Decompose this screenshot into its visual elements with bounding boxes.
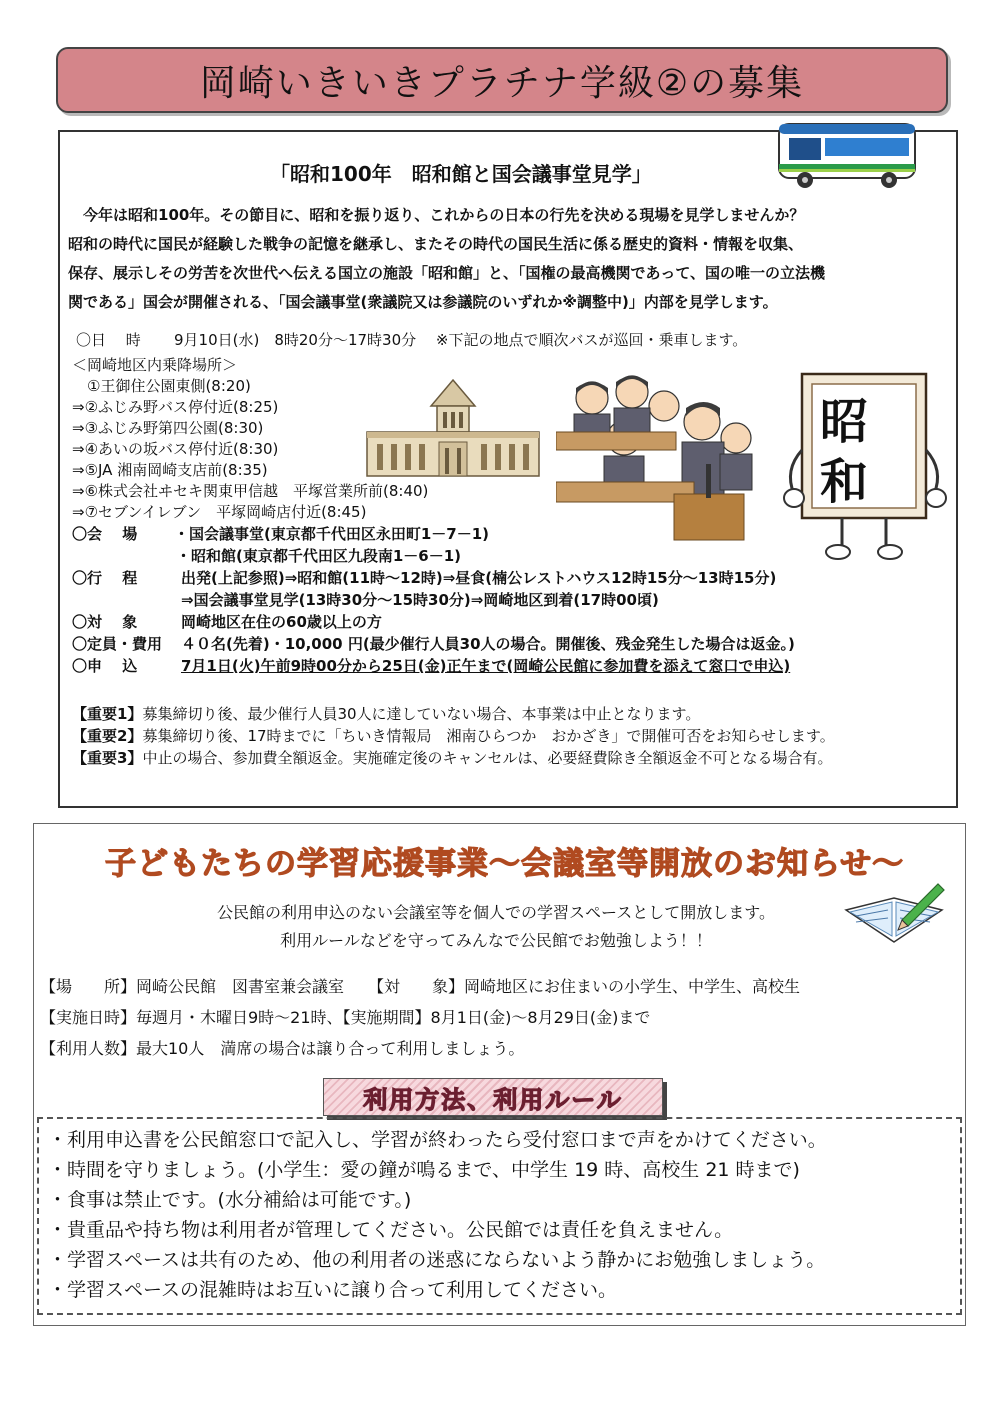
showa-sign-text xyxy=(820,392,868,512)
rule-item: ・学習スペースの混雑時はお互いに譲り合って利用してください。 xyxy=(48,1279,618,1301)
politicians-icon xyxy=(556,372,774,542)
intro-line: 保存、展示しその労苦を次世代へ伝える国立の施設「昭和館」と、「国権の最高機関であって、国の唯一の立法機 xyxy=(68,264,826,282)
venue-1: ・国会議事堂(東京都千代田区永田町1－7－1) xyxy=(174,525,490,543)
rule-item: ・貴重品や持ち物は利用者が管理してください。公民館では責任を負えません。 xyxy=(48,1219,734,1241)
target-value: 岡崎地区在住の60歳以上の方 xyxy=(181,613,382,631)
stop-item: ⇒③ふじみ野第四公園(8:30) xyxy=(72,419,264,437)
note-text: 募集締切り後、17時までに「ちいき情報局 湘南ひらつか おかざき」で開催可否をお知らせします。 xyxy=(142,727,835,745)
intro-line: 今年は昭和100年。その節目に、昭和を振り返り、これからの日本の行先を決める現場を見学しませんか？ xyxy=(68,206,805,224)
rule-item: ・学習スペースは共有のため、他の利用者の迷惑にならないよう静かにお勉強しましょう。 xyxy=(48,1249,826,1271)
stop-item: ⇒⑥株式会社ヰセキ関東甲信越 平塚営業所前(8:40) xyxy=(72,482,429,500)
sign-char: 昭 xyxy=(820,394,869,450)
study-title: 子どもたちの学習応援事業～会議室等開放のお知らせ～ xyxy=(105,846,905,882)
rule-item: ・食事は禁止です。(水分補給は可能です。) xyxy=(48,1189,412,1211)
intro-line: 昭和の時代に国民が経験した戦争の記憶を継承し、またその時代の国民生活に係る歴史的資料・情報を収集、 xyxy=(68,235,804,253)
showa-sign-mascot-icon xyxy=(772,370,968,566)
target-label: 〇対 象 xyxy=(72,613,138,631)
apply-label: 〇申 込 xyxy=(72,657,138,675)
stop-item: ⇒④あいの坂バス停付近(8:30) xyxy=(72,440,279,458)
study-info-line: 【利用人数】最大10人 満席の場合は譲り合って利用しましょう。 xyxy=(40,1039,525,1058)
capacity-label: 〇定員・費用 xyxy=(72,635,163,653)
capacity-value: ４０名(先着)・10,000 円(最少催行人員30人の場合。開催後、残金発生した場合は返金。) xyxy=(181,635,795,653)
date-label: 〇日 時 xyxy=(76,331,141,349)
bus-icon xyxy=(773,118,921,190)
important-note xyxy=(72,748,832,768)
itinerary-label: 〇行 程 xyxy=(72,569,138,587)
stop-item: ⇒②ふじみ野バス停付近(8:25) xyxy=(72,398,279,416)
event-subtitle: 「昭和100年 昭和館と国会議事堂見学」 xyxy=(270,162,652,186)
study-intro-line: 公民館の利用申込のない会議室等を個人での学習スペースとして開放します。 xyxy=(217,903,775,922)
note-text: 募集締切り後、最少催行人員30人に達していない場合、本事業は中止となります。 xyxy=(142,705,701,723)
study-info-line: 【場 所】岡崎公民館 図書室兼会議室 【対 象】岡崎地区にお住まいの小学生、中学生、高校生 xyxy=(40,977,801,996)
rule-item: ・利用申込書を公民館窓口で記入し、学習が終わったら受付窓口まで声をかけてください。 xyxy=(48,1129,827,1151)
itinerary-1: 出発(上記参照)⇒昭和館(11時～12時)⇒昼食(楠公レストハウス12時15分～13時15分) xyxy=(181,569,777,587)
intro-line: 関である」国会が開催される、「国会議事堂(衆議院又は参議院のいずれか※調整中)」内部を見学します。 xyxy=(68,293,778,311)
date-value: 9月10日(水) 8時20分～17時30分 ※下記の地点で順次バスが巡回・乗車します。 xyxy=(174,331,748,349)
sign-char: 和 xyxy=(820,454,869,510)
important-note xyxy=(72,704,700,724)
note-text: 中止の場合、参加費全額返金。実施確定後のキャンセルは、必要経費除き全額返金不可となる場合有。 xyxy=(142,749,833,767)
note-tag: 【重要1】 xyxy=(72,705,143,723)
rules-title: 利用方法、利用ルール xyxy=(323,1078,663,1116)
stop-item: ①王御住公園東側(8:20) xyxy=(72,377,251,395)
note-tag: 【重要3】 xyxy=(72,749,143,767)
rule-item: ・時間を守りましょう。(小学生：愛の鐘が鳴るまで、中学生 19 時、高校生 21 時まで) xyxy=(48,1159,800,1181)
diet-building-icon xyxy=(363,376,543,480)
event-intro xyxy=(68,201,948,317)
study-intro-line: 利用ルールなどを守ってみんなで公民館でお勉強しよう！！ xyxy=(280,931,712,950)
venue-2: ・昭和館(東京都千代田区九段南1－6－1) xyxy=(176,547,462,565)
itinerary-2: ⇒国会議事堂見学(13時30分～15時30分)⇒岡崎地区到着(17時00頃) xyxy=(181,591,659,609)
note-tag: 【重要2】 xyxy=(72,727,143,745)
stop-item: ⇒⑤JA 湘南岡崎支店前(8:35) xyxy=(72,461,268,479)
study-info-line: 【実施日時】毎週月・木曜日9時～21時、【実施期間】8月1日(金)～8月29日(金)まで xyxy=(40,1008,651,1027)
stop-item: ⇒⑦セブンイレブン 平塚岡崎店付近(8:45) xyxy=(72,503,367,521)
venue-label: 〇会 場 xyxy=(72,525,138,543)
page-title: 岡崎いきいきプラチナ学級②の募集 xyxy=(56,47,948,113)
stops-header: ＜岡崎地区内乗降場所＞ xyxy=(72,356,238,374)
important-note xyxy=(72,726,835,746)
apply-value: 7月1日(火)午前9時00分から25日(金)正午まで(岡崎公民館に参加費を添えて窓口で申込) xyxy=(181,657,791,675)
